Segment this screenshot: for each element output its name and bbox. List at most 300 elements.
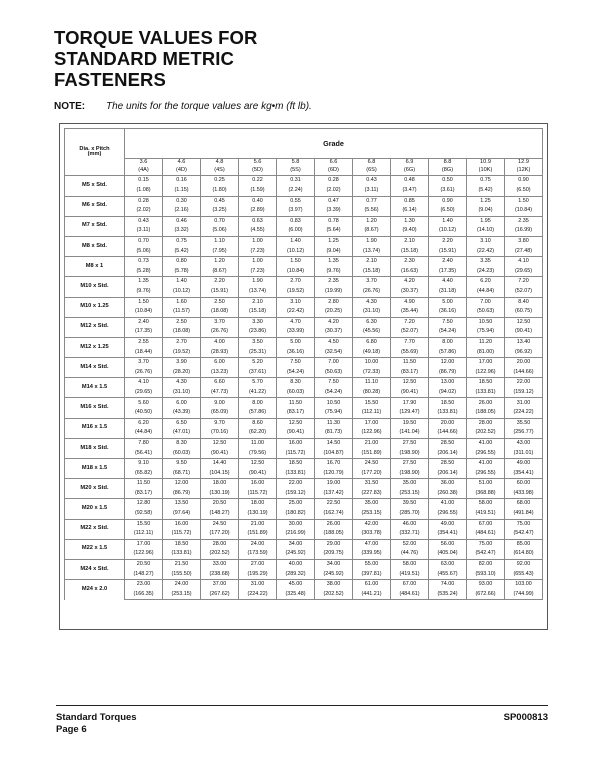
torque-ftlb: (1.15) bbox=[163, 186, 201, 196]
torque-ftlb: (16.63) bbox=[391, 267, 429, 277]
torque-ftlb: (28.20) bbox=[163, 368, 201, 378]
torque-kgm: 3.70 bbox=[201, 317, 239, 327]
torque-ftlb: (97.64) bbox=[163, 509, 201, 519]
torque-ftlb: (28.93) bbox=[201, 347, 239, 357]
torque-ftlb: (130.19) bbox=[239, 509, 277, 519]
torque-ftlb: (15.18) bbox=[353, 267, 391, 277]
torque-ftlb: (202.52) bbox=[201, 549, 239, 559]
grade-label: 6.8 bbox=[353, 159, 391, 168]
torque-kgm: 3.80 bbox=[505, 236, 543, 246]
torque-kgm: 55.00 bbox=[353, 559, 391, 569]
torque-ftlb: (1.59) bbox=[239, 186, 277, 196]
torque-kgm: 10.50 bbox=[315, 398, 353, 408]
table-row bbox=[65, 428, 543, 438]
torque-ftlb: (198.90) bbox=[391, 469, 429, 479]
torque-ftlb: (6.50) bbox=[505, 186, 543, 196]
torque-kgm: 12.80 bbox=[125, 499, 163, 509]
torque-kgm: 2.35 bbox=[315, 277, 353, 287]
torque-kgm: 38.00 bbox=[315, 580, 353, 590]
torque-ftlb: (177.20) bbox=[353, 469, 391, 479]
torque-kgm: 39.50 bbox=[391, 499, 429, 509]
torque-kgm: 30.00 bbox=[277, 519, 315, 529]
torque-ftlb: (50.63) bbox=[315, 368, 353, 378]
torque-kgm: 18.50 bbox=[429, 398, 467, 408]
torque-ftlb: (535.24) bbox=[429, 590, 467, 600]
torque-kgm: 0.25 bbox=[201, 176, 239, 186]
torque-ftlb: (159.12) bbox=[505, 388, 543, 398]
fastener-size: M16 x 1.5 bbox=[65, 418, 125, 438]
torque-ftlb: (19.52) bbox=[277, 287, 315, 297]
torque-ftlb: (10.12) bbox=[429, 226, 467, 236]
torque-kgm: 1.50 bbox=[277, 257, 315, 267]
torque-ftlb: (484.61) bbox=[467, 529, 505, 539]
torque-kgm: 7.20 bbox=[391, 317, 429, 327]
torque-ftlb: (433.98) bbox=[505, 489, 543, 499]
torque-kgm: 11.50 bbox=[125, 479, 163, 489]
torque-ftlb: (419.51) bbox=[467, 509, 505, 519]
fastener-size: M14 x Std. bbox=[65, 358, 125, 378]
torque-ftlb: (148.27) bbox=[201, 509, 239, 519]
table-row bbox=[65, 358, 543, 368]
grade-label: 3.6 bbox=[125, 159, 163, 168]
torque-ftlb: (29.65) bbox=[505, 267, 543, 277]
torque-ftlb: (133.81) bbox=[429, 408, 467, 418]
torque-kgm: 1.35 bbox=[125, 277, 163, 287]
torque-kgm: 1.10 bbox=[201, 236, 239, 246]
torque-kgm: 6.20 bbox=[467, 277, 505, 287]
torque-ftlb: (173.59) bbox=[239, 549, 277, 559]
torque-ftlb: (166.35) bbox=[125, 590, 163, 600]
torque-kgm: 0.22 bbox=[239, 176, 277, 186]
torque-ftlb: (130.19) bbox=[201, 489, 239, 499]
fastener-size: M24 x Std. bbox=[65, 559, 125, 579]
torque-kgm: 82.00 bbox=[467, 559, 505, 569]
torque-ftlb: (5.64) bbox=[315, 226, 353, 236]
torque-ftlb: (224.22) bbox=[239, 590, 277, 600]
grade-label: 4.6 bbox=[163, 159, 201, 168]
torque-kgm: 56.00 bbox=[429, 539, 467, 549]
torque-kgm: 0.55 bbox=[277, 196, 315, 206]
torque-kgm: 4.70 bbox=[277, 317, 315, 327]
torque-kgm: 61.00 bbox=[353, 580, 391, 590]
grade-code: (6G) bbox=[391, 167, 429, 176]
note-text: The units for the torque values are kg•m (ft lb). bbox=[106, 101, 312, 112]
torque-kgm: 4.90 bbox=[391, 297, 429, 307]
torque-kgm: 16.70 bbox=[315, 459, 353, 469]
grade-label: 8.8 bbox=[429, 159, 467, 168]
grade-label: 5.8 bbox=[277, 159, 315, 168]
grade-code: (12K) bbox=[505, 167, 543, 176]
torque-kgm: 31.00 bbox=[505, 398, 543, 408]
torque-ftlb: (115.72) bbox=[239, 489, 277, 499]
torque-kgm: 1.40 bbox=[429, 216, 467, 226]
torque-ftlb: (14.10) bbox=[467, 226, 505, 236]
fastener-size: M5 x Std. bbox=[65, 176, 125, 196]
table-row bbox=[65, 247, 543, 257]
fastener-size: M6 x Std. bbox=[65, 196, 125, 216]
torque-ftlb: (188.05) bbox=[467, 408, 505, 418]
torque-kgm: 0.43 bbox=[125, 216, 163, 226]
torque-kgm: 5.70 bbox=[239, 378, 277, 388]
torque-ftlb: (60.03) bbox=[277, 388, 315, 398]
torque-kgm: 4.00 bbox=[201, 337, 239, 347]
size-column-header: Dia. x Pitch (mm) bbox=[65, 129, 125, 176]
torque-ftlb: (57.86) bbox=[239, 408, 277, 418]
torque-kgm: 12.50 bbox=[505, 317, 543, 327]
torque-ftlb: (267.62) bbox=[201, 590, 239, 600]
table-row bbox=[65, 388, 543, 398]
torque-ftlb: (36.16) bbox=[277, 347, 315, 357]
page-title bbox=[54, 27, 258, 90]
torque-kgm: 27.00 bbox=[239, 559, 277, 569]
torque-ftlb: (9.76) bbox=[125, 287, 163, 297]
torque-ftlb: (35.44) bbox=[391, 307, 429, 317]
torque-kgm: 19.00 bbox=[315, 479, 353, 489]
torque-ftlb: (419.51) bbox=[391, 570, 429, 580]
table-row bbox=[65, 549, 543, 559]
torque-kgm: 7.50 bbox=[277, 358, 315, 368]
torque-ftlb: (162.74) bbox=[315, 509, 353, 519]
table-row bbox=[65, 539, 543, 549]
torque-ftlb: (5.28) bbox=[125, 267, 163, 277]
torque-ftlb: (13.74) bbox=[239, 287, 277, 297]
torque-ftlb: (26.76) bbox=[201, 327, 239, 337]
torque-kgm: 51.00 bbox=[467, 479, 505, 489]
torque-kgm: 10.50 bbox=[467, 317, 505, 327]
torque-kgm: 0.75 bbox=[163, 236, 201, 246]
torque-ftlb: (44.84) bbox=[125, 428, 163, 438]
table-row bbox=[65, 267, 543, 277]
table-row bbox=[65, 479, 543, 489]
torque-kgm: 28.50 bbox=[429, 438, 467, 448]
torque-ftlb: (5.42) bbox=[163, 247, 201, 257]
footer-page: Page 6 bbox=[56, 724, 87, 735]
torque-kgm: 9.00 bbox=[201, 398, 239, 408]
torque-kgm: 0.40 bbox=[239, 196, 277, 206]
torque-kgm: 1.00 bbox=[239, 236, 277, 246]
torque-ftlb: (19.99) bbox=[315, 287, 353, 297]
torque-ftlb: (137.42) bbox=[315, 489, 353, 499]
torque-ftlb: (18.08) bbox=[163, 327, 201, 337]
table-row bbox=[65, 408, 543, 418]
table-row bbox=[65, 317, 543, 327]
torque-kgm: 2.50 bbox=[201, 297, 239, 307]
torque-ftlb: (3.11) bbox=[125, 226, 163, 236]
torque-kgm: 26.00 bbox=[315, 519, 353, 529]
torque-ftlb: (10.12) bbox=[277, 247, 315, 257]
table-row bbox=[65, 509, 543, 519]
torque-kgm: 0.73 bbox=[125, 257, 163, 267]
torque-ftlb: (354.41) bbox=[429, 529, 467, 539]
torque-ftlb: (9.76) bbox=[315, 267, 353, 277]
torque-ftlb: (198.90) bbox=[391, 448, 429, 458]
torque-kgm: 3.30 bbox=[239, 317, 277, 327]
fastener-size: M8 x Std. bbox=[65, 236, 125, 256]
torque-ftlb: (188.05) bbox=[315, 529, 353, 539]
torque-kgm: 19.50 bbox=[391, 418, 429, 428]
torque-kgm: 3.70 bbox=[353, 277, 391, 287]
torque-kgm: 18.50 bbox=[277, 459, 315, 469]
table-row bbox=[65, 226, 543, 236]
torque-kgm: 40.00 bbox=[277, 559, 315, 569]
torque-ftlb: (23.86) bbox=[239, 327, 277, 337]
torque-ftlb: (206.14) bbox=[429, 448, 467, 458]
torque-kgm: 3.50 bbox=[239, 337, 277, 347]
torque-ftlb: (5.06) bbox=[201, 226, 239, 236]
torque-ftlb: (17.35) bbox=[125, 327, 163, 337]
torque-ftlb: (8.67) bbox=[201, 267, 239, 277]
torque-ftlb: (209.75) bbox=[315, 549, 353, 559]
torque-kgm: 7.50 bbox=[429, 317, 467, 327]
torque-ftlb: (24.23) bbox=[467, 267, 505, 277]
torque-kgm: 12.00 bbox=[163, 479, 201, 489]
torque-kgm: 6.50 bbox=[163, 418, 201, 428]
table-row bbox=[65, 206, 543, 216]
torque-kgm: 103.00 bbox=[505, 580, 543, 590]
torque-kgm: 22.50 bbox=[315, 499, 353, 509]
footer-rule bbox=[56, 705, 548, 706]
torque-ftlb: (13.23) bbox=[201, 368, 239, 378]
torque-ftlb: (36.16) bbox=[429, 307, 467, 317]
torque-ftlb: (27.48) bbox=[505, 247, 543, 257]
torque-ftlb: (115.72) bbox=[277, 448, 315, 458]
table-row bbox=[65, 570, 543, 580]
torque-ftlb: (112.11) bbox=[353, 408, 391, 418]
torque-kgm: 14.40 bbox=[201, 459, 239, 469]
torque-ftlb: (31.18) bbox=[429, 287, 467, 297]
torque-ftlb: (90.41) bbox=[391, 388, 429, 398]
fastener-size: M12 x 1.25 bbox=[65, 337, 125, 357]
table-row bbox=[65, 307, 543, 317]
table-row bbox=[65, 529, 543, 539]
torque-ftlb: (245.92) bbox=[315, 570, 353, 580]
torque-ftlb: (90.41) bbox=[505, 327, 543, 337]
torque-kgm: 67.00 bbox=[467, 519, 505, 529]
torque-kgm: 1.20 bbox=[201, 257, 239, 267]
torque-ftlb: (296.55) bbox=[467, 448, 505, 458]
torque-ftlb: (83.17) bbox=[277, 408, 315, 418]
torque-ftlb: (57.86) bbox=[429, 347, 467, 357]
torque-ftlb: (256.77) bbox=[505, 428, 543, 438]
torque-ftlb: (3.97) bbox=[277, 206, 315, 216]
torque-kgm: 3.90 bbox=[163, 358, 201, 368]
torque-kgm: 11.50 bbox=[277, 398, 315, 408]
torque-ftlb: (614.80) bbox=[505, 549, 543, 559]
torque-ftlb: (52.07) bbox=[505, 287, 543, 297]
torque-ftlb: (5.42) bbox=[467, 186, 505, 196]
torque-ftlb: (206.14) bbox=[429, 469, 467, 479]
torque-ftlb: (354.41) bbox=[505, 469, 543, 479]
torque-ftlb: (122.96) bbox=[125, 549, 163, 559]
torque-ftlb: (40.50) bbox=[125, 408, 163, 418]
torque-ftlb: (397.81) bbox=[353, 570, 391, 580]
grade-code: (4S) bbox=[201, 167, 239, 176]
torque-ftlb: (180.82) bbox=[277, 509, 315, 519]
torque-kgm: 24.50 bbox=[353, 459, 391, 469]
torque-kgm: 4.10 bbox=[505, 257, 543, 267]
torque-kgm: 37.00 bbox=[201, 580, 239, 590]
torque-ftlb: (72.33) bbox=[353, 368, 391, 378]
torque-kgm: 3.70 bbox=[125, 358, 163, 368]
torque-kgm: 13.50 bbox=[163, 499, 201, 509]
torque-ftlb: (17.35) bbox=[429, 267, 467, 277]
torque-kgm: 9.50 bbox=[163, 459, 201, 469]
torque-ftlb: (65.82) bbox=[125, 469, 163, 479]
torque-kgm: 11.30 bbox=[315, 418, 353, 428]
grade-code: (4D) bbox=[163, 167, 201, 176]
grade-code: (5S) bbox=[277, 167, 315, 176]
torque-ftlb: (90.41) bbox=[277, 428, 315, 438]
torque-kgm: 8.30 bbox=[163, 438, 201, 448]
table-row bbox=[65, 499, 543, 509]
torque-kgm: 0.77 bbox=[353, 196, 391, 206]
torque-kgm: 2.10 bbox=[391, 236, 429, 246]
torque-kgm: 1.50 bbox=[505, 196, 543, 206]
torque-ftlb: (90.41) bbox=[201, 448, 239, 458]
torque-ftlb: (441.21) bbox=[353, 590, 391, 600]
grade-label: 12.9 bbox=[505, 159, 543, 168]
torque-ftlb: (2.02) bbox=[125, 206, 163, 216]
torque-kgm: 49.00 bbox=[429, 519, 467, 529]
torque-ftlb: (593.10) bbox=[467, 570, 505, 580]
torque-ftlb: (129.47) bbox=[391, 408, 429, 418]
torque-ftlb: (405.04) bbox=[429, 549, 467, 559]
torque-ftlb: (1.80) bbox=[201, 186, 239, 196]
table-row bbox=[65, 580, 543, 590]
torque-ftlb: (32.54) bbox=[315, 347, 353, 357]
torque-kgm: 35.00 bbox=[353, 499, 391, 509]
torque-ftlb: (70.16) bbox=[201, 428, 239, 438]
torque-kgm: 1.40 bbox=[163, 277, 201, 287]
footer-left bbox=[56, 712, 137, 736]
torque-ftlb: (2.16) bbox=[163, 206, 201, 216]
torque-kgm: 75.00 bbox=[505, 519, 543, 529]
torque-ftlb: (112.11) bbox=[125, 529, 163, 539]
torque-kgm: 2.55 bbox=[125, 337, 163, 347]
torque-kgm: 2.20 bbox=[429, 236, 467, 246]
torque-ftlb: (253.15) bbox=[163, 590, 201, 600]
torque-kgm: 2.70 bbox=[277, 277, 315, 287]
torque-table bbox=[64, 128, 543, 600]
grade-label: 10.9 bbox=[467, 159, 505, 168]
torque-ftlb: (79.56) bbox=[239, 448, 277, 458]
table-row bbox=[65, 559, 543, 569]
torque-kgm: 2.50 bbox=[163, 317, 201, 327]
torque-ftlb: (6.50) bbox=[429, 206, 467, 216]
grade-code: (4A) bbox=[125, 167, 163, 176]
torque-ftlb: (83.17) bbox=[125, 489, 163, 499]
grade-code: (10K) bbox=[467, 167, 505, 176]
torque-kgm: 75.00 bbox=[467, 539, 505, 549]
table-row bbox=[65, 277, 543, 287]
torque-kgm: 93.00 bbox=[467, 580, 505, 590]
torque-kgm: 60.00 bbox=[505, 479, 543, 489]
torque-kgm: 16.00 bbox=[163, 519, 201, 529]
torque-ftlb: (4.55) bbox=[239, 226, 277, 236]
torque-kgm: 28.00 bbox=[201, 539, 239, 549]
torque-kgm: 24.00 bbox=[163, 580, 201, 590]
torque-ftlb: (253.15) bbox=[353, 509, 391, 519]
table-row bbox=[65, 489, 543, 499]
table-row bbox=[65, 287, 543, 297]
fastener-size: M22 x Std. bbox=[65, 519, 125, 539]
torque-kgm: 0.28 bbox=[125, 196, 163, 206]
torque-kgm: 12.50 bbox=[239, 459, 277, 469]
torque-ftlb: (195.29) bbox=[239, 570, 277, 580]
torque-kgm: 12.50 bbox=[201, 438, 239, 448]
torque-kgm: 0.83 bbox=[277, 216, 315, 226]
torque-kgm: 1.00 bbox=[239, 257, 277, 267]
torque-ftlb: (44.76) bbox=[391, 549, 429, 559]
fastener-size: M8 x 1 bbox=[65, 257, 125, 277]
fastener-size: M10 x Std. bbox=[65, 277, 125, 297]
torque-ftlb: (15.18) bbox=[239, 307, 277, 317]
torque-ftlb: (81.73) bbox=[315, 428, 353, 438]
torque-ftlb: (62.20) bbox=[239, 428, 277, 438]
torque-ftlb: (86.79) bbox=[429, 368, 467, 378]
torque-kgm: 2.80 bbox=[315, 297, 353, 307]
torque-kgm: 0.43 bbox=[353, 176, 391, 186]
torque-kgm: 0.28 bbox=[315, 176, 353, 186]
torque-kgm: 5.60 bbox=[125, 398, 163, 408]
torque-ftlb: (37.61) bbox=[239, 368, 277, 378]
torque-ftlb: (55.69) bbox=[391, 347, 429, 357]
torque-ftlb: (7.23) bbox=[239, 267, 277, 277]
torque-ftlb: (10.84) bbox=[505, 206, 543, 216]
torque-kgm: 5.00 bbox=[277, 337, 315, 347]
torque-ftlb: (68.71) bbox=[163, 469, 201, 479]
torque-kgm: 7.00 bbox=[315, 358, 353, 368]
torque-ftlb: (29.65) bbox=[125, 388, 163, 398]
torque-ftlb: (159.12) bbox=[277, 489, 315, 499]
torque-kgm: 2.20 bbox=[201, 277, 239, 287]
torque-kgm: 9.10 bbox=[125, 459, 163, 469]
torque-ftlb: (151.89) bbox=[353, 448, 391, 458]
torque-ftlb: (15.91) bbox=[201, 287, 239, 297]
torque-kgm: 92.00 bbox=[505, 559, 543, 569]
table-row bbox=[65, 418, 543, 428]
torque-ftlb: (47.73) bbox=[201, 388, 239, 398]
torque-kgm: 12.50 bbox=[391, 378, 429, 388]
torque-kgm: 4.20 bbox=[315, 317, 353, 327]
torque-kgm: 34.00 bbox=[277, 539, 315, 549]
torque-kgm: 27.50 bbox=[391, 438, 429, 448]
torque-ftlb: (202.52) bbox=[467, 428, 505, 438]
torque-ftlb: (10.84) bbox=[125, 307, 163, 317]
torque-kgm: 18.50 bbox=[163, 539, 201, 549]
torque-kgm: 11.10 bbox=[353, 378, 391, 388]
torque-ftlb: (90.41) bbox=[239, 469, 277, 479]
fastener-size: M12 x Std. bbox=[65, 317, 125, 337]
torque-ftlb: (31.10) bbox=[353, 307, 391, 317]
torque-ftlb: (151.89) bbox=[239, 529, 277, 539]
torque-kgm: 28.50 bbox=[429, 459, 467, 469]
torque-ftlb: (289.32) bbox=[277, 570, 315, 580]
grade-header: Grade bbox=[125, 129, 543, 159]
torque-ftlb: (9.04) bbox=[315, 247, 353, 257]
torque-ftlb: (120.79) bbox=[315, 469, 353, 479]
torque-kgm: 0.50 bbox=[429, 176, 467, 186]
torque-kgm: 8.40 bbox=[505, 297, 543, 307]
grade-label: 5.6 bbox=[239, 159, 277, 168]
torque-kgm: 0.46 bbox=[163, 216, 201, 226]
table-row bbox=[65, 590, 543, 600]
torque-kgm: 74.00 bbox=[429, 580, 467, 590]
torque-kgm: 21.00 bbox=[239, 519, 277, 529]
torque-kgm: 20.00 bbox=[505, 358, 543, 368]
torque-kgm: 29.00 bbox=[315, 539, 353, 549]
torque-ftlb: (41.22) bbox=[239, 388, 277, 398]
